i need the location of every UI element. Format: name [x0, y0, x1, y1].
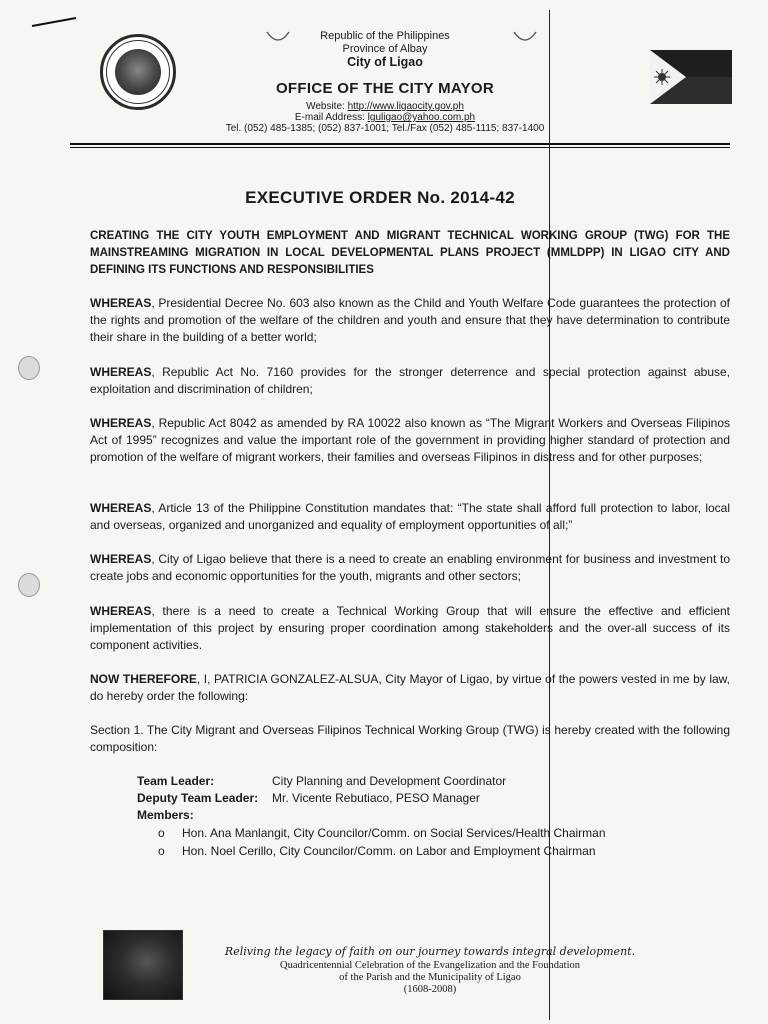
now-therefore-label: NOW THEREFORE	[90, 672, 197, 686]
whereas-text: , Article 13 of the Philippine Constitution mandates that: “The state shall afford full protection to labor, local and overseas, organized and unorganized and equality of employment opportunities of all;”	[90, 501, 730, 532]
composition-row-deputy	[137, 790, 506, 807]
composition-row-team-leader	[137, 773, 506, 790]
member-bullet: o	[158, 844, 165, 858]
now-therefore-text: , I, PATRICIA GONZALEZ-ALSUA, City Mayor of Ligao, by virtue of the powers vested in me by law, do hereby order the following:	[90, 672, 730, 703]
website-link[interactable]: http://www.ligaocity.gov.ph	[347, 101, 464, 112]
header-city: City of Ligao	[347, 55, 423, 69]
whereas-label: WHEREAS	[90, 552, 152, 566]
whereas-clause-4	[90, 500, 730, 534]
section-1: Section 1. The City Migrant and Overseas Filipinos Technical Working Group (TWG) is hereby created with the following composition:	[90, 723, 730, 754]
whereas-label: WHEREAS	[90, 604, 152, 618]
members-label: Members:	[137, 808, 194, 822]
footer-line-1: Quadricentennial Celebration of the Evangelization and the Foundation	[279, 960, 581, 971]
header-divider	[70, 143, 730, 145]
email-label: E-mail Address:	[294, 112, 368, 123]
member-item: Hon. Noel Cerillo, City Councilor/Comm. on Labor and Employment Chairman	[182, 844, 596, 858]
whereas-label: WHEREAS	[90, 501, 152, 515]
composition-row-members	[137, 807, 506, 824]
footer-church-emblem	[103, 930, 183, 1000]
executive-order-title: EXECUTIVE ORDER No. 2014-42	[245, 188, 515, 207]
header-office: OFFICE OF THE CITY MAYOR	[275, 80, 495, 97]
composition-table	[137, 773, 506, 824]
deputy-value: Mr. Vicente Rebutiaco, PESO Manager	[272, 791, 480, 805]
header-province: Province of Albay	[342, 43, 428, 55]
header-divider-thin	[70, 147, 730, 148]
whereas-label: WHEREAS	[90, 365, 152, 379]
footer-line-3: (1608-2008)	[403, 984, 457, 995]
team-leader-label: Team Leader:	[137, 774, 215, 788]
deputy-label: Deputy Team Leader:	[137, 791, 259, 805]
whereas-clause-2	[90, 364, 730, 398]
pen-mark	[30, 14, 80, 30]
member-bullet: o	[158, 826, 165, 840]
whereas-label: WHEREAS	[90, 296, 152, 310]
email-link[interactable]: lguligao@yahoo.com.ph	[367, 112, 476, 123]
whereas-text: , Republic Act 8042 as amended by RA 10022 also known as “The Migrant Workers and Overseas Filipinos Act of 1995” recognizes and value the important role of the government in providing higher standard of protection and promotion of the welfare of migrant workers, their families and overseas Filipinos in distress and for other purposes;	[90, 416, 730, 464]
member-item: Hon. Ana Manlangit, City Councilor/Comm. on Social Services/Health Chairman	[182, 826, 606, 840]
header-telephone: Tel. (052) 485-1385; (052) 837-1001; Tel./Fax (052) 485-1115; 837-1400	[225, 123, 545, 134]
whereas-text: , there is a need to create a Technical Working Group that will ensure the effective and efficient implementation of this project by ensuring proper coordination among stakeholders and the over-all success of its component activities.	[90, 604, 730, 652]
footer-line-2: of the Parish and the Municipality of Ligao	[339, 972, 521, 983]
order-subject: CREATING THE CITY YOUTH EMPLOYMENT AND MIGRANT TECHNICAL WORKING GROUP (TWG) FOR THE MAINSTREAMING MIGRATION IN LOCAL DEVELOPMENTAL PLANS PROJECT (MMLDPP) IN LIGAO CITY AND DEFINING ITS FUNCTIONS AND RESPONSIBILITIES	[90, 230, 730, 276]
now-therefore-clause	[90, 671, 730, 705]
whereas-text: , Republic Act No. 7160 provides for the stronger deterrence and special protection against abuse, exploitation and discrimination of children;	[90, 365, 730, 396]
whereas-clause-3	[90, 415, 730, 466]
whereas-text: , City of Ligao believe that there is a need to create an enabling environment for business and investment to create jobs and economic opportunities for the youth, migrants and other sectors;	[90, 552, 730, 583]
punch-hole	[18, 573, 40, 597]
website-label: Website:	[306, 101, 348, 112]
whereas-clause-5	[90, 551, 730, 585]
whereas-label: WHEREAS	[90, 416, 152, 430]
philippine-flag-icon	[650, 50, 732, 104]
whereas-text: , Presidential Decree No. 603 also known as the Child and Youth Welfare Code guarantees the protection of the rights and promotion of the welfare of the children and youth and ensure that they have determination to contribute their share in the building of a better world;	[90, 296, 730, 344]
whereas-clause-1	[90, 295, 730, 346]
team-leader-value: City Planning and Development Coordinator	[272, 774, 507, 788]
punch-hole	[18, 356, 40, 380]
header-republic: Republic of the Philippines	[320, 30, 450, 42]
footer-tagline: Reliving the legacy of faith on our journey towards integral development.	[224, 945, 636, 958]
whereas-clause-6	[90, 603, 730, 654]
